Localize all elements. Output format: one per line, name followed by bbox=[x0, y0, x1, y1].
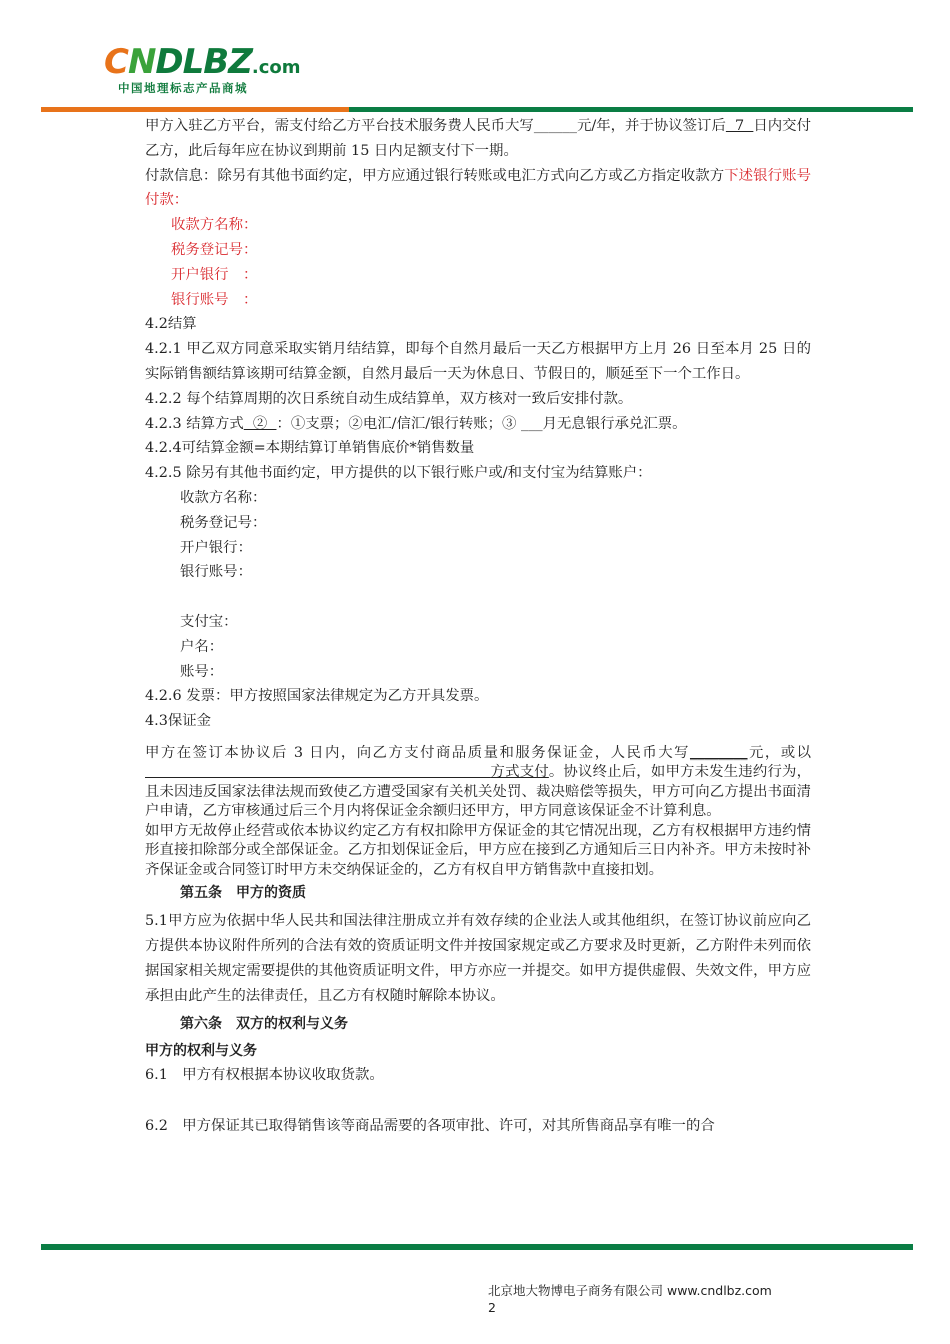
account-tax-field: 税务登记号： bbox=[180, 514, 267, 531]
page-number: 2 bbox=[488, 1300, 496, 1315]
payee-tax-field: 税务登记号： bbox=[171, 241, 258, 258]
header-divider bbox=[41, 107, 913, 112]
blank-deposit-amount: ________ bbox=[689, 744, 748, 761]
clause-4-2-3 bbox=[145, 412, 811, 437]
account-number-field: 银行账号： bbox=[180, 564, 252, 581]
spacer bbox=[145, 1088, 811, 1114]
alipay-field: 支付宝： bbox=[180, 613, 238, 630]
service-fee-paragraph bbox=[145, 114, 811, 164]
page-footer bbox=[488, 1282, 772, 1316]
clause-4-2-6: 4.2.6 发票：甲方按照国家法律规定为乙方开具发票。 bbox=[145, 688, 489, 705]
payee-account-field: 银行账号 ： bbox=[171, 291, 258, 308]
text: 月无息银行承兑汇票。 bbox=[542, 415, 687, 432]
spacer bbox=[145, 734, 811, 744]
logo-letter-c: C bbox=[104, 42, 128, 82]
deposit-paragraph bbox=[145, 744, 811, 822]
header-divider-green bbox=[349, 107, 913, 112]
payee-bank-field: 开户银行 ： bbox=[171, 266, 258, 283]
clause-6-2: 6.2 甲方保证其已取得销售该等商品需要的各项审批、许可，对其所售商品享有唯一的合 bbox=[145, 1118, 715, 1135]
text: 4.2.3 结算方式 bbox=[145, 415, 244, 432]
payment-info-paragraph bbox=[145, 164, 811, 214]
logo-letters: DLBZ bbox=[155, 42, 252, 82]
deposit-deduction-paragraph: 如甲方无故停止经营或依本协议约定乙方有权扣除甲方保证金的其它情况出现，乙方有权根据甲方违约情形直接扣除部分或全部保证金。乙方扣划保证金后，甲方应在接到乙方通知后三日内补齐。甲方未按时补齐保证金或合同签订时甲方未交纳保证金的，乙方有权自甲方销售款中直接扣划。 bbox=[145, 822, 811, 878]
article-5-title: 第五条 甲方的资质 bbox=[180, 885, 306, 902]
clause-6-1: 6.1 甲方有权根据本协议收取货款。 bbox=[145, 1067, 384, 1084]
section-4-2-heading: 4.2结算 bbox=[145, 316, 197, 333]
account-bank-field: 开户银行： bbox=[180, 539, 252, 556]
footer-divider bbox=[41, 1244, 913, 1250]
days-value: 7 bbox=[725, 118, 754, 134]
party-a-rights-title: 甲方的权利与义务 bbox=[145, 1042, 257, 1059]
text: 方式支付 bbox=[490, 764, 549, 781]
highlight-text: 下述银行账号付款： bbox=[145, 167, 811, 209]
blank-payment-method bbox=[145, 764, 490, 780]
text: 。协议终止后，如甲方未发生违约行为，且未因违反国家法律法规而致使乙方遭受国家有关机关处罚、裁决赔偿等损失，甲方可向乙方提出书面清户申请，乙方审核通过后三个月内将保证金余额归还甲方，甲方同意该保证金不计算利息。 bbox=[145, 764, 811, 820]
spacer bbox=[145, 585, 811, 610]
document-body bbox=[145, 114, 811, 1139]
clause-4-2-5: 4.2.5 除另有其他书面约定，甲方提供的以下银行账户或/和支付宝为结算账户： bbox=[145, 465, 652, 482]
payee-name-field: 收款方名称： bbox=[171, 217, 258, 234]
text: 甲方入驻乙方平台，需支付给乙方平台技术服务费人民币大写 bbox=[145, 118, 534, 134]
logo-subtitle: 中国地理标志产品商城 bbox=[118, 81, 248, 95]
settlement-choice: ② bbox=[243, 415, 277, 432]
logo-leaf-n: N bbox=[127, 42, 156, 82]
text: 元，或以 bbox=[747, 744, 811, 761]
blank-fee: ______ bbox=[533, 118, 577, 134]
text: 日内交付乙方，此后每年应在协议到期前 15 日内足额支付下一期。 bbox=[145, 118, 811, 159]
article-6-title: 第六条 双方的权利与义务 bbox=[180, 1015, 348, 1032]
clause-5-1: 5.1甲方应为依据中华人民共和国法律注册成立并有效存续的企业法人或其他组织，在签订协议前应向乙方提供本协议附件所列的合法有效的资质证明文件并按国家规定或乙方要求及时更新，乙方附件未列而依据国家相关规定需要提供的其他资质证明文件，甲方亦应一并提交。如甲方提供虚假、失效文件，甲方应承担由此产生的法律责任，且乙方有权随时解除本协议。 bbox=[145, 913, 811, 1004]
alipay-account-field: 账号： bbox=[180, 663, 224, 680]
brand-logo bbox=[104, 42, 304, 100]
text: 甲方在签订本协议后 3 日内，向乙方支付商品质量和服务保证金，人民币大写 bbox=[145, 744, 690, 761]
section-4-3-heading: 4.3保证金 bbox=[145, 713, 212, 730]
text: 后 bbox=[711, 118, 726, 134]
text: 元/年，并于协议签订 bbox=[576, 118, 712, 134]
footer-company: 北京地大物博电子商务有限公司 www.cndlbz.com bbox=[488, 1283, 772, 1298]
alipay-holder-field: 户名： bbox=[180, 638, 224, 655]
clause-4-2-1: 4.2.1 甲乙双方同意采取实销月结结算，即每个自然月最后一天乙方根据甲方上月 26 日至本月 25 日的实际销售额结算该期可结算金额，自然月最后一天为休息日、节假日的，顺延至下一个工作日。 bbox=[145, 341, 811, 382]
clause-4-2-4: 4.2.4可结算金额=本期结算订单销售底价*销售数量 bbox=[145, 440, 475, 457]
logo-domain: .com bbox=[251, 57, 301, 78]
account-name-field: 收款方名称： bbox=[180, 489, 267, 506]
clause-4-2-2: 4.2.2 每个结算周期的次日系统自动生成结算单，双方核对一致后安排付款。 bbox=[145, 390, 633, 407]
header-divider-orange bbox=[41, 107, 349, 112]
text: ：①支票；②电汇/信汇/银行转账；③ bbox=[276, 415, 521, 432]
text: 付款信息：除另有其他书面约定，甲方应通过银行转账或电汇方式向乙方或乙方指定收款方 bbox=[145, 167, 725, 184]
blank-months: ___ bbox=[521, 415, 543, 432]
